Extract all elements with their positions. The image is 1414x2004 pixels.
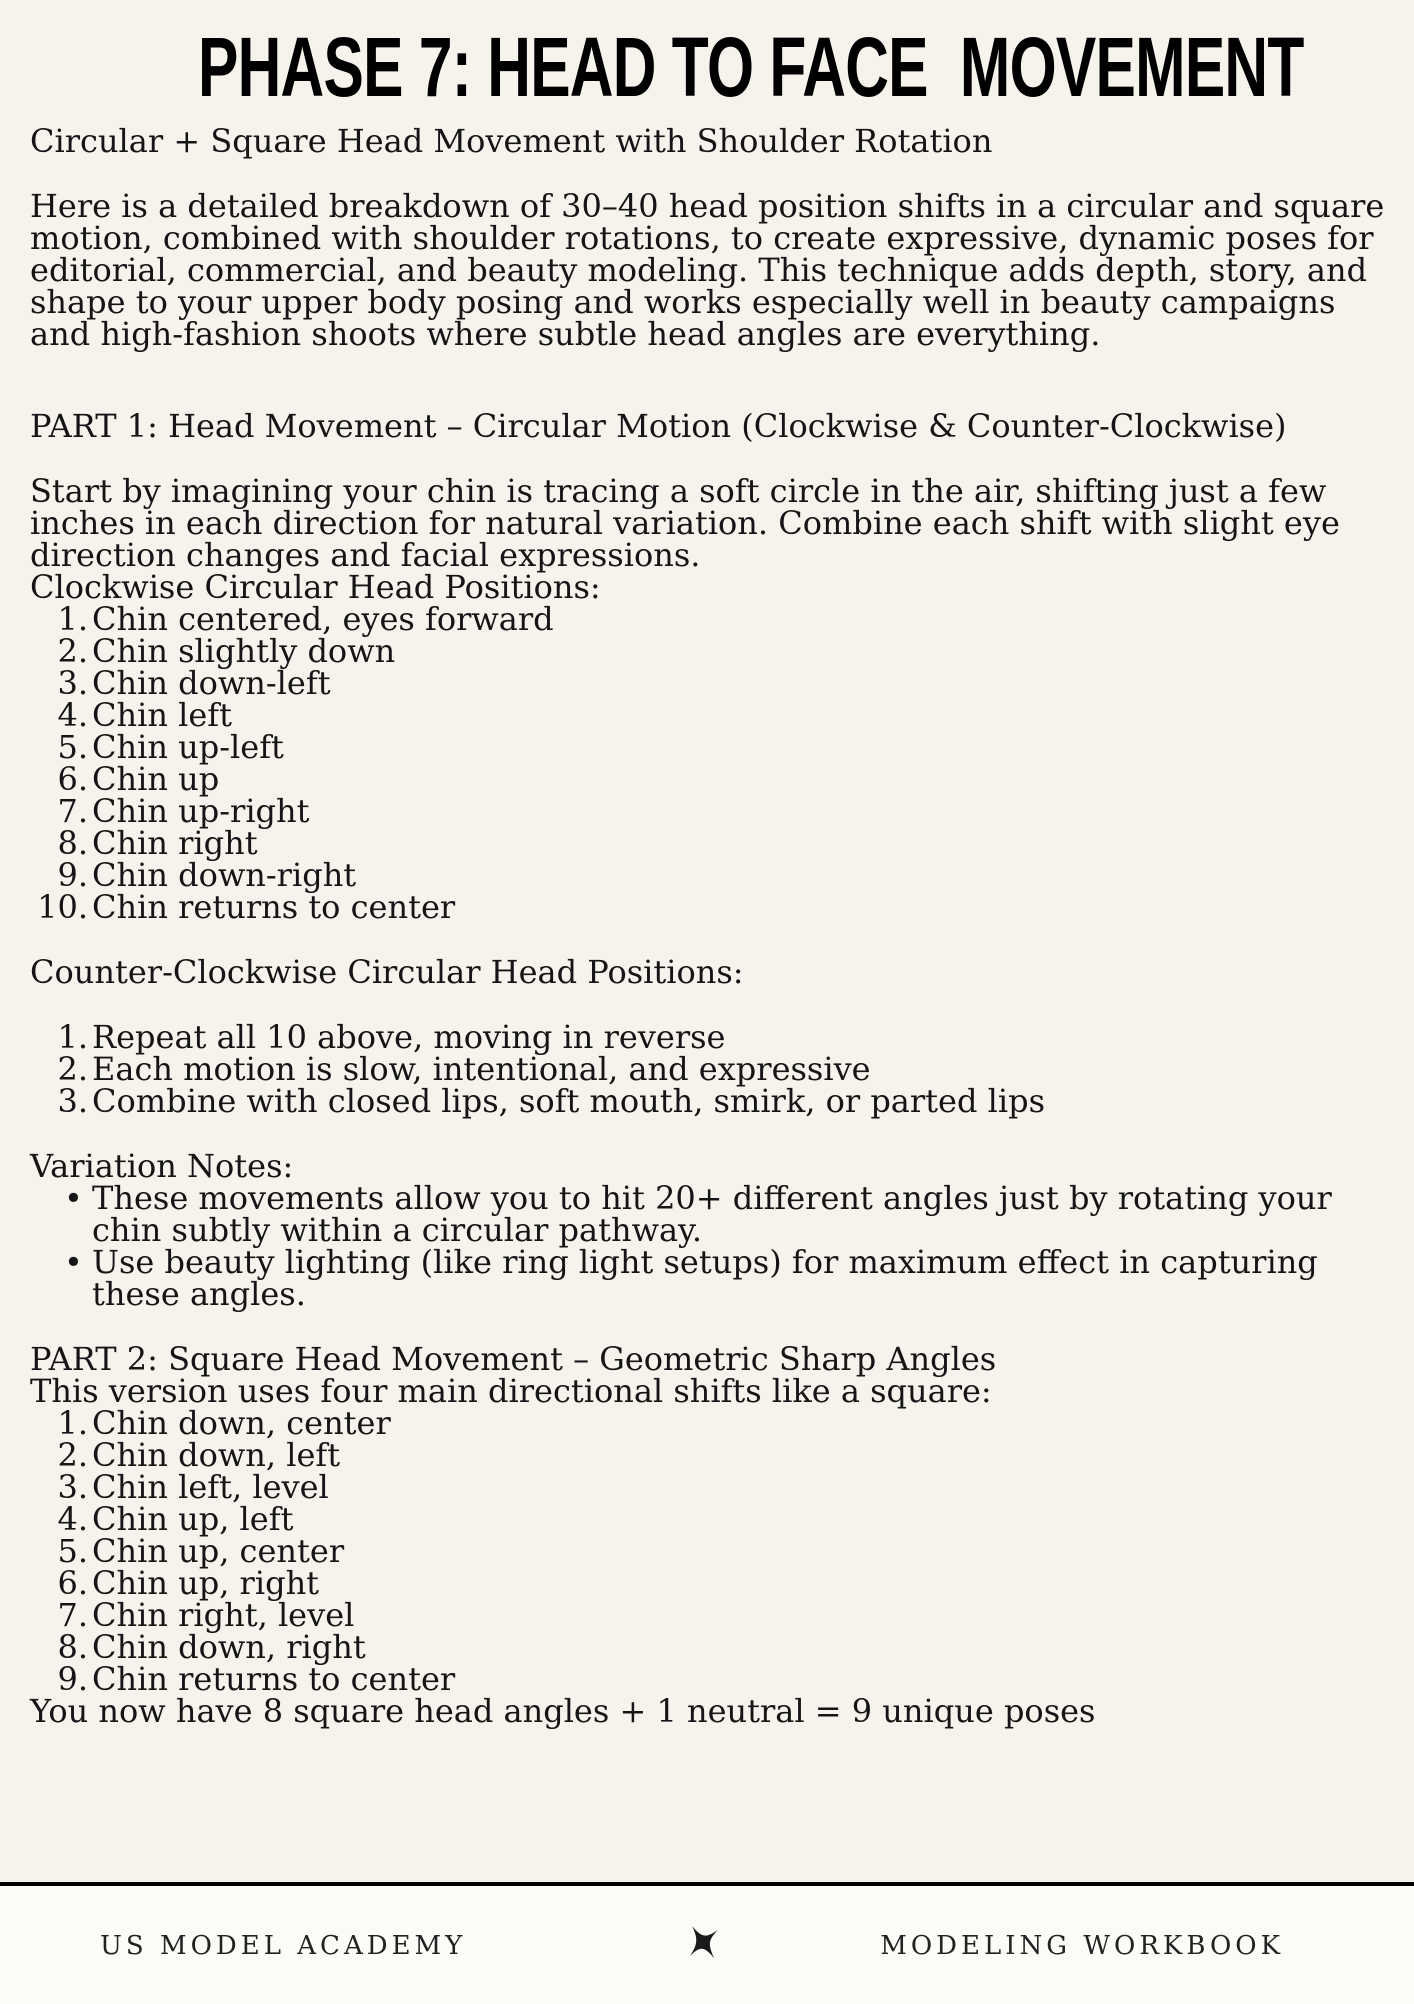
- list-item: 2. Chin down, left: [57, 1436, 341, 1474]
- list-item: 4. Chin left: [57, 696, 232, 734]
- list-item: • These movements allow you to hit 20+ different angles just by rotating your chin subtly within a circular pathway.: [64, 1179, 1332, 1249]
- list-item: 8. Chin down, right: [57, 1628, 366, 1666]
- variation-heading: Variation Notes:: [30, 1147, 294, 1185]
- footer: [0, 1882, 1414, 2004]
- variation-list: [30, 1179, 1390, 1313]
- list-item: 3. Chin left, level: [57, 1468, 329, 1506]
- part2-summary: You now have 8 square head angles + 1 neutral = 9 unique poses: [30, 1692, 1096, 1730]
- list-item: 2. Chin slightly down: [57, 632, 396, 670]
- ccw-heading: Counter-Clockwise Circular Head Positions:: [30, 953, 744, 991]
- part2-heading: PART 2: Square Head Movement – Geometric Sharp Angles: [30, 1340, 997, 1378]
- list-item: 4. Chin up, left: [57, 1500, 294, 1538]
- clockwise-heading: Clockwise Circular Head Positions:: [30, 568, 601, 606]
- list-item: 3. Chin down-left: [57, 664, 331, 702]
- list-item: 9. Chin returns to center: [57, 1660, 456, 1698]
- list-item: 1. Repeat all 10 above, moving in reverse: [57, 1018, 726, 1056]
- page-title: PHASE 7: HEAD TO FACE MOVEMENT: [197, 20, 1304, 114]
- list-item: • Use beauty lighting (like ring light setups) for maximum effect in capturing these angles.: [64, 1243, 1318, 1313]
- list-item: 6. Chin up: [57, 760, 220, 798]
- part1-heading: PART 1: Head Movement – Circular Motion (Clockwise & Counter-Clockwise): [30, 407, 1287, 445]
- subtitle: Circular + Square Head Movement with Shoulder Rotation: [30, 122, 993, 160]
- list-item: 1. Chin centered, eyes forward: [57, 600, 554, 638]
- list-item: 6. Chin up, right: [57, 1564, 320, 1602]
- list-item: 1. Chin down, center: [57, 1404, 391, 1442]
- square-list: [30, 1404, 1390, 1698]
- bullet-icon: •: [64, 1179, 83, 1217]
- list-item: 7. Chin right, level: [57, 1596, 355, 1634]
- list-item: 10. Chin returns to center: [37, 888, 456, 926]
- list-item: 5. Chin up, center: [57, 1532, 345, 1570]
- part2-intro: This version uses four main directional shifts like a square:: [30, 1372, 992, 1410]
- list-item: 8. Chin right: [57, 824, 258, 862]
- intro-paragraph: Here is a detailed breakdown of 30–40 head position shifts in a circular and square motion, combined with shoulder rotations, to create expressive, dynamic poses for editorial, commercial, and beauty modeling. This technique adds depth, story, and shape to your upper body posing and works especially well in beauty campaigns and high-fashion shoots where subtle head angles are everything.: [30, 187, 1385, 353]
- part1-intro: Start by imagining your chin is tracing a soft circle in the air, shifting just a few inches in each direction for natural variation. Combine each shift with slight eye direction changes and facial expressions.: [30, 472, 1340, 574]
- content: [30, 122, 1390, 1730]
- list-item: 3. Combine with closed lips, soft mouth, smirk, or parted lips: [57, 1082, 1045, 1120]
- ccw-list: [30, 1018, 1390, 1120]
- footer-workbook: MODELING WORKBOOK: [880, 1931, 1284, 1961]
- bullet-icon: •: [64, 1243, 83, 1281]
- list-item: 9. Chin down-right: [57, 856, 357, 894]
- list-item: 7. Chin up-right: [57, 792, 310, 830]
- list-item: 5. Chin up-left: [57, 728, 284, 766]
- four-point-star-icon: [688, 1924, 720, 1960]
- list-item: 2. Each motion is slow, intentional, and expressive: [57, 1050, 871, 1088]
- clockwise-list: [30, 600, 1390, 926]
- footer-brand: US MODEL ACADEMY: [100, 1931, 467, 1961]
